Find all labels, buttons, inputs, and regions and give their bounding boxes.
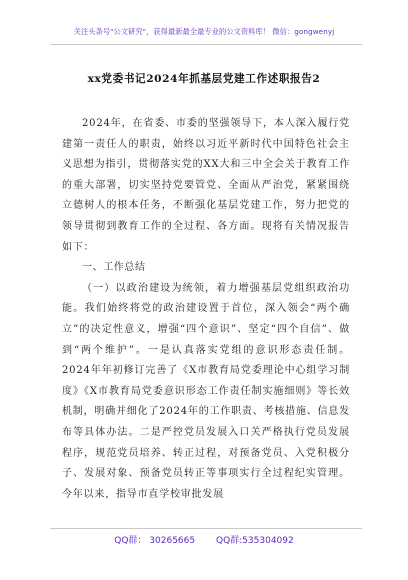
section-heading: 一、工作总结 <box>82 262 146 274</box>
intro-paragraph: 2024年，在省委、市委的坚强领导下，本人深入履行党建第一责任人的职责，始终以习近平新时代中国特色社会主义思想为指引，贯彻落实党的XX大和三中全会关于教育工作的重大部署，切实坚持党要管党、全面从严治党，紧紧围绕立德树人的根本任务，不断强化基层党建工作，努力把党的领导贯彻到教育工作的全过程、各方面。现将有关情况报告如下： <box>62 118 350 253</box>
footer <box>0 533 408 546</box>
page-title: xx党委书记2024年抓基层党建工作述职报告2 <box>87 73 321 85</box>
header-banner: 关注头条号"公文研究"，获得最新最全最专业的公文资料库！ 微信：gongwenyj <box>73 27 335 36</box>
footer-divider <box>50 528 362 529</box>
body-paragraph: （一）以政治建设为统领，着力增强基层党组织政治功能。我们始终将党的政治建设置于首位，深入领会“两个确立”的决定性意义，增强“四个意识”、坚定“四个自信”、做到“两个维护”。一是认真落实党组的意识形态责任制。2024年年初修订完善了《X市教育局党委理论中心组学习制度》《X市教育局党委意识形态工作责任制实施细则》等长效机制，明确并细化了2024年的工作职责、考核措施、信息发布等具体办法。二是严控党员发展入口关严格执行党员发展程序，规范党员培养、转正过程，对预备党员、入党积极分子、发展对象、预备党员转正等事项实行全过程纪实管理。今年以来，指导市直学校审批发展 <box>62 282 350 500</box>
header-divider <box>50 44 362 45</box>
footer-qq-group-1: QQ群： 30265665 <box>114 536 196 546</box>
footer-qq-group-2: QQ群:535304092 <box>215 536 294 546</box>
document-body <box>62 114 350 505</box>
